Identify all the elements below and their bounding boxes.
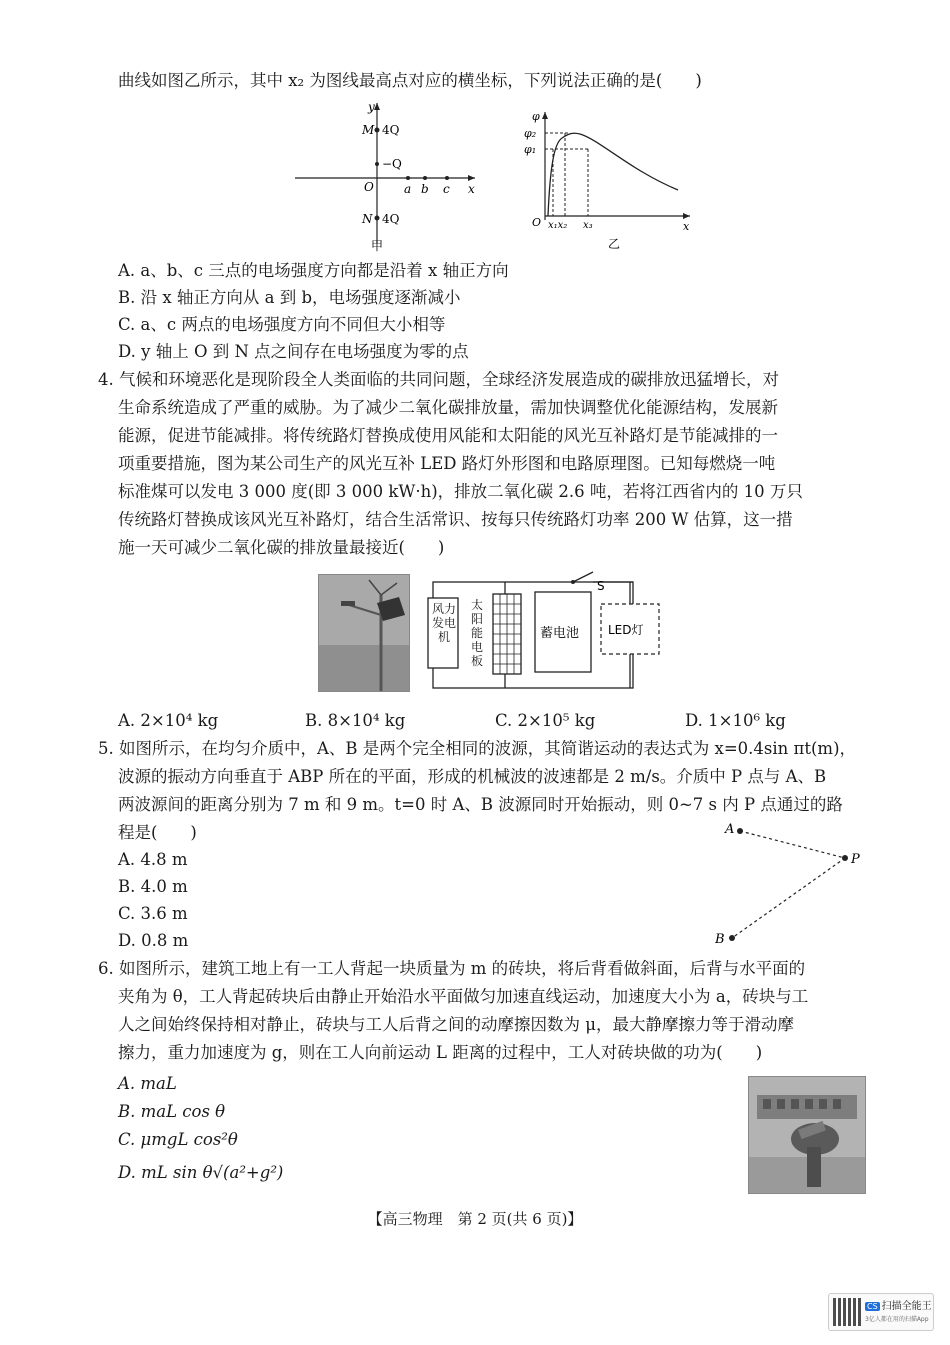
q4-line-5: 标准煤可以发电 3 000 度(即 3 000 kW·h)，排放二氧化碳 2.6 吨，若将江西省内的 10 万只 — [118, 482, 803, 501]
jia-c-label: c — [443, 182, 450, 196]
q5-option-b: B. 4.0 m — [118, 877, 188, 896]
circuit-diagram — [425, 570, 675, 699]
led-label: LED灯 — [608, 623, 644, 637]
q3-option-b: B. 沿 x 轴正方向从 a 到 b，电场强度逐渐减小 — [118, 288, 461, 307]
yi-x-label: x — [683, 220, 690, 233]
q6-option-a: A. maL — [118, 1074, 177, 1093]
q4-option-c: C. 2×10⁵ kg — [495, 711, 596, 730]
jia-caption: 甲 — [371, 239, 384, 253]
q6-line-3: 人之间始终保持相对静止，砖块与工人后背之间的动摩擦因数为 μ，最大静摩擦力等于滑动摩 — [118, 1015, 794, 1034]
yi-x1x2-label: x₁x₂ — [548, 220, 568, 231]
q4-line-2: 生命系统造成了严重的威胁。为了减少二氧化碳排放量，需加快调整优化能源结构，发展新 — [118, 398, 778, 417]
yi-phi1-label: φ₁ — [524, 143, 537, 156]
q3-option-d: D. y 轴上 O 到 N 点之间存在电场强度为零的点 — [118, 342, 469, 361]
jia-b-label: b — [421, 182, 429, 196]
q4-option-d: D. 1×10⁶ kg — [685, 711, 786, 730]
q5-line-3: 两波源间的距离分别为 7 m 和 9 m。t=0 时 A、B 波源同时开始振动，则 0~7 s 内 P 点通过的路 — [118, 795, 843, 814]
yi-origin-label: O — [532, 216, 542, 229]
wind-generator-label: 风力发电机 — [431, 602, 456, 644]
q4-line-1: 4. 气候和环境恶化是现阶段全人类面临的共同问题，全球经济发展造成的碳排放迅猛增长，对 — [98, 370, 779, 389]
scanner-cs-badge: CS — [867, 1302, 878, 1311]
scanner-brand-name: 扫描全能王 — [881, 1301, 932, 1312]
yi-x3-label: x₃ — [583, 220, 593, 231]
scanner-watermark — [828, 1293, 934, 1331]
page-footer: 【高三物理 第 2 页(共 6 页)】 — [367, 1210, 583, 1228]
q3-intro: 曲线如图乙所示，其中 x₂ 为图线最高点对应的横坐标，下列说法正确的是( ) — [118, 71, 702, 90]
q4-line-6: 传统路灯替换成该风光互补路灯，结合生活常识、按每只传统路灯功率 200 W 估算，这一措 — [118, 510, 793, 529]
q6-option-b: B. maL cos θ — [118, 1102, 226, 1121]
q5-line-4: 程是( ) — [118, 823, 197, 842]
q6-option-d: D. mL sin θ√(a²+g²) — [118, 1163, 284, 1182]
q6-option-c: C. μmgL cos²θ — [118, 1130, 238, 1149]
figure-jia — [290, 98, 490, 257]
q3-option-a: A. a、b、c 三点的电场强度方向都是沿着 x 轴正方向 — [118, 261, 509, 280]
q6-line-4: 擦力，重力加速度为 g，则在工人向前运动 L 距离的过程中，工人对砖块做的功为( ) — [118, 1043, 763, 1062]
worker-photo — [748, 1076, 866, 1194]
q5-option-a: A. 4.8 m — [118, 850, 188, 869]
scanner-brand — [865, 1297, 932, 1312]
jia-m-label: M — [362, 123, 375, 137]
jia-n-label: N — [362, 212, 373, 226]
street-lamp-photo — [318, 574, 410, 692]
jia-y-label: y — [368, 100, 375, 114]
q4-line-3: 能源，促进节能减排。将传统路灯替换成使用风能和太阳能的风光互补路灯是节能减排的一 — [118, 426, 778, 445]
jia-a-label: a — [404, 182, 412, 196]
q5-line-2: 波源的振动方向垂直于 ABP 所在的平面，形成的机械波的波速都是 2 m/s。介质中 P 点与 A、B — [118, 767, 827, 786]
q5-point-p: P — [851, 852, 860, 867]
jia-origin-label: O — [364, 180, 374, 194]
q4-option-b: B. 8×10⁴ kg — [305, 711, 406, 730]
q4-option-a: A. 2×10⁴ kg — [118, 711, 219, 730]
q6-line-2: 夹角为 θ，工人背起砖块后由静止开始沿水平面做匀加速直线运动，加速度大小为 a，砖块与工 — [118, 987, 809, 1006]
jia-n-charge: 4Q — [382, 212, 400, 226]
jia-neg-q-label: −Q — [382, 157, 402, 171]
q6-line-1: 6. 如图所示，建筑工地上有一工人背起一块质量为 m 的砖块，将后背看做斜面，后背与水平面的 — [98, 959, 806, 978]
q5-option-d: D. 0.8 m — [118, 931, 189, 950]
qr-code-icon — [833, 1298, 861, 1326]
figure-yi — [520, 108, 695, 257]
q3-option-c: C. a、c 两点的电场强度方向不同但大小相等 — [118, 315, 446, 334]
solar-panel-label: 太阳能电板 — [470, 598, 483, 668]
jia-m-charge: 4Q — [382, 123, 400, 137]
yi-phi-label: φ — [532, 110, 540, 123]
q5-source-b: B — [715, 932, 725, 947]
q5-figure — [715, 818, 875, 952]
q5-option-c: C. 3.6 m — [118, 904, 188, 923]
q5-source-a: A — [725, 822, 735, 837]
switch-label: S — [597, 579, 605, 593]
jia-x-label: x — [468, 182, 475, 196]
yi-phi2-label: φ₂ — [524, 127, 537, 140]
q4-line-7: 施一天可减少二氧化碳的排放量最接近( ) — [118, 538, 445, 557]
scanner-subtitle: 3亿人都在用的扫描App — [865, 1316, 929, 1323]
q4-line-4: 项重要措施，图为某公司生产的风光互补 LED 路灯外形图和电路原理图。已知每燃烧一吨 — [118, 454, 776, 473]
battery-label: 蓄电池 — [540, 626, 580, 641]
q5-line-1: 5. 如图所示，在均匀介质中，A、B 是两个完全相同的波源，其简谐运动的表达式为 x=0.4sin πt(m)， — [98, 739, 857, 758]
yi-caption: 乙 — [608, 237, 621, 251]
